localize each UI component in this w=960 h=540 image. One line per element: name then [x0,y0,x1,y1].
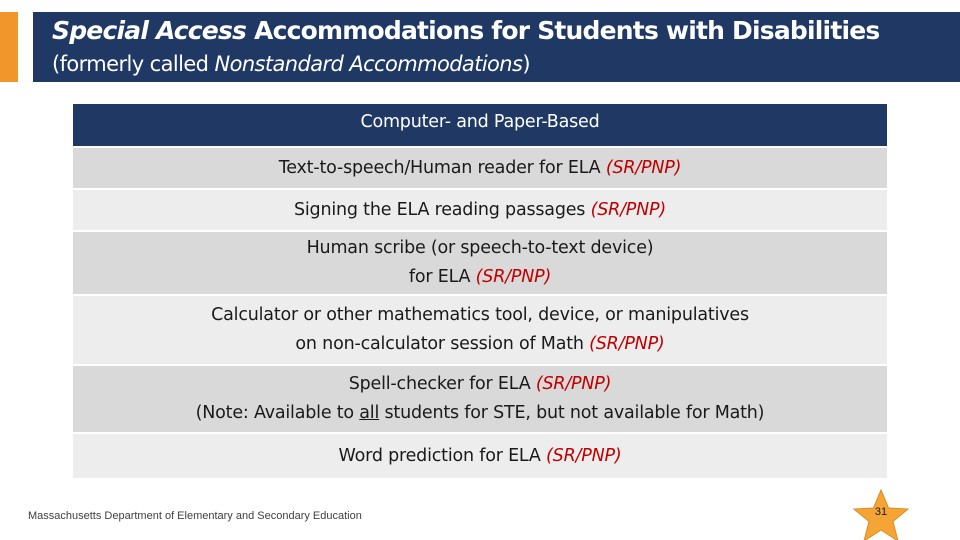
slide-title [52,16,879,45]
subtitle-italic: Nonstandard Accommodations [214,52,523,76]
page-number: 31 [874,506,888,518]
row-tag: (SR/PNP) [590,199,667,220]
table-row [73,190,887,232]
table-row [73,366,887,434]
accent-bar [0,12,18,82]
row-line [409,263,551,292]
row-text: Signing the ELA reading passages [293,199,591,220]
note-text: (Note: Available to [195,403,360,423]
row-line: Calculator or other mathematics tool, device, or manipulatives [211,305,749,325]
title-rest: Accommodations for Students with Disabilities [246,16,880,45]
subtitle-close: ) [522,52,530,76]
note-underlined: all [359,403,380,423]
row-line [295,330,664,359]
table-heading-label: Computer- and Paper-Based [360,112,600,132]
row-line [279,154,681,183]
row-text: Text-to-speech/Human reader for ELA [278,157,606,178]
title-italic: Special Access [52,16,247,45]
row-tag: (SR/PNP) [475,267,552,287]
row-tag: (SR/PNP) [535,374,612,394]
table-row [73,232,887,296]
subtitle-open: (formerly called [52,52,215,76]
row-tag: (SR/PNP) [589,334,665,354]
row-line [339,442,622,471]
row-line [349,370,612,399]
table-row [73,296,887,366]
table-heading [73,104,887,148]
row-tag: (SR/PNP) [546,445,622,466]
row-tag: (SR/PNP) [605,157,682,178]
row-note [196,399,765,428]
row-text: Word prediction for ELA [338,445,547,466]
row-text: for ELA [408,267,476,287]
row-line: Human scribe (or speech-to-text device) [306,238,654,258]
footer-org: Massachusetts Department of Elementary and Secondary Education [28,510,362,522]
row-text: Spell-checker for ELA [348,374,536,394]
accommodations-table [73,104,887,480]
slide-subtitle [52,52,530,76]
row-text: on non-calculator session of Math [295,334,590,354]
table-row [73,434,887,480]
table-row [73,148,887,190]
note-text: students for STE, but not available for Math) [379,403,765,423]
row-line [294,196,666,225]
